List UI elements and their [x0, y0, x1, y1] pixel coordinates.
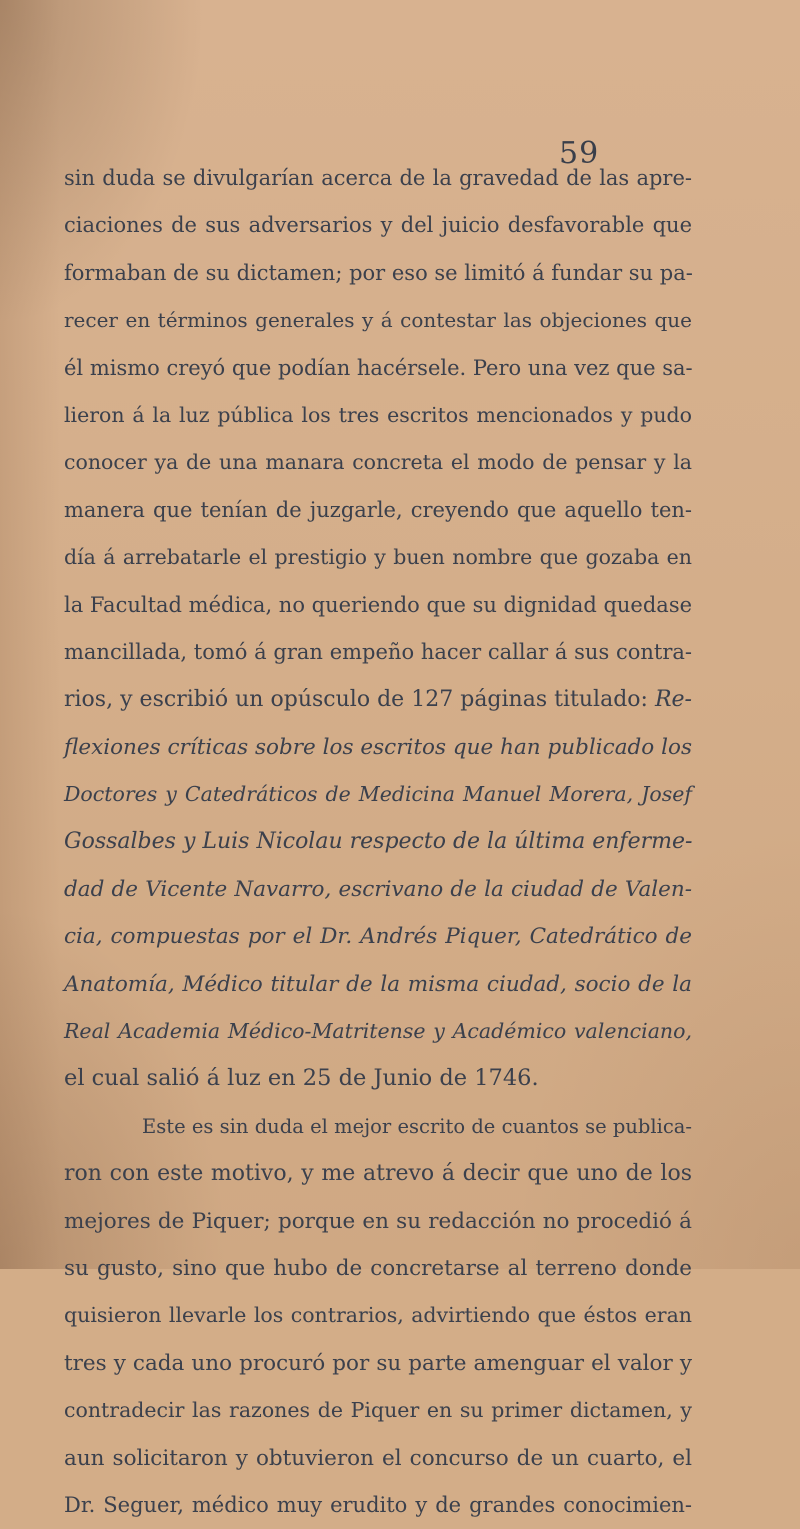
title-line: Real Academia Médico-Matritense y Académico valenciano, — [64, 1019, 692, 1044]
text-line: conocer ya de una manara concreta el modo de pensar y la — [64, 450, 692, 475]
text-line: recer en términos generales y á contestar las objeciones que — [64, 308, 692, 333]
page-body — [64, 155, 692, 1529]
text-line: ron con este motivo, y me atrevo á decir que uno de los — [64, 1161, 692, 1187]
text-line: ciaciones de sus adversarios y del juicio desfavorable que — [64, 213, 692, 238]
title-line: Anatomía, Médico titular de la misma ciudad, socio de la — [64, 971, 692, 997]
title-line: dad de Vicente Navarro, escrivano de la ciudad de Valen- — [64, 876, 692, 902]
text-line: su gusto, sino que hubo de concretarse al terreno donde — [64, 1255, 692, 1281]
text-line-with-title-start — [64, 676, 692, 723]
title-line: Gossalbes y Luis Nicolau respecto de la última enferme- — [64, 829, 693, 855]
paragraph-first-line: Este es sin duda el mejor escrito de cuantos se publica- — [142, 1114, 692, 1138]
page-number: 59 — [559, 136, 600, 171]
text-line: día á arrebatarle el prestigio y buen nombre que gozaba en — [64, 545, 692, 570]
text-line: Dr. Seguer, médico muy erudito y de grandes conocimien- — [64, 1492, 692, 1517]
text-line: quisieron llevarle los contrarios, advirtiendo que éstos eran — [64, 1303, 692, 1328]
text-line: aun solicitaron y obtuvieron el concurso de un cuarto, el — [64, 1445, 692, 1471]
title-line: cia, compuestas por el Dr. Andrés Piquer, Catedrático de — [64, 924, 692, 950]
text-line: formaban de su dictamen; por eso se limitó á fundar su pa- — [64, 260, 693, 285]
text-line: la Facultad médica, no queriendo que su dignidad quedase — [64, 592, 693, 617]
text-line: lieron á la luz pública los tres escritos mencionados y pudo — [64, 402, 692, 427]
text-line: mejores de Piquer; porque en su redacción no procedió á — [64, 1208, 692, 1234]
text-line: el cual salió á luz en 25 de Junio de 1746. — [64, 1065, 539, 1092]
text-segment: rios, y escribió un opúsculo de 127 páginas titulado: — [64, 687, 648, 713]
title-line: flexiones críticas sobre los escritos que han publicado los — [64, 734, 692, 760]
title-line: Doctores y Catedráticos de Medicina Manuel Morera, Josef — [64, 782, 692, 807]
title-segment: Re- — [654, 687, 692, 713]
text-line: sin duda se divulgarían acerca de la gravedad de las apre- — [64, 166, 692, 190]
text-line: tres y cada uno procuró por su parte amenguar el valor y — [64, 1350, 692, 1376]
text-line: manera que tenían de juzgarle, creyendo que aquello ten- — [64, 497, 692, 522]
text-line: él mismo creyó que podían hacérsele. Pero una vez que sa- — [64, 355, 693, 380]
text-line: contradecir las razones de Piquer en su primer dictamen, y — [64, 1398, 692, 1423]
text-line: mancillada, tomó á gran empeño hacer callar á sus contra- — [64, 639, 692, 664]
